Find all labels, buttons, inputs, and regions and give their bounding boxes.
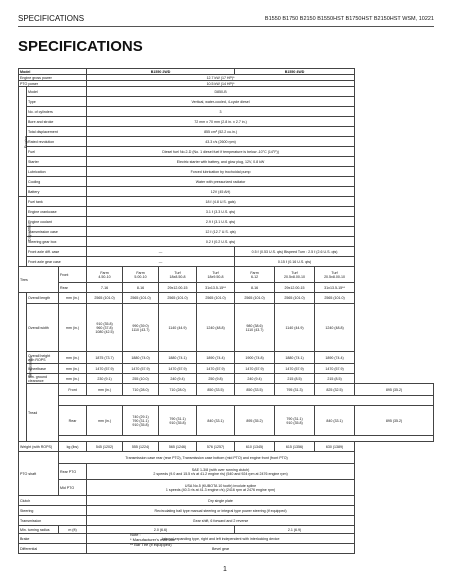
table-cell: Internal expanding type, right and left independent with interlocking device xyxy=(87,534,355,544)
table-cell: Overall height with ROPS xyxy=(27,352,59,364)
table-cell: Engine crankcase xyxy=(27,207,87,217)
table-cell: 1890 (74.4) xyxy=(315,352,355,364)
table-cell: Transmission case xyxy=(27,227,87,237)
table-cell: 2565 (101.0) xyxy=(123,293,159,304)
table-cell: Min. ground clearance xyxy=(27,374,59,384)
table-cell: 565 (1246) xyxy=(159,442,197,452)
table-cell: 1880 (74.1) xyxy=(159,352,197,364)
tire-rear: 8-16 xyxy=(235,283,275,293)
table-row xyxy=(19,374,434,384)
spec-table xyxy=(18,68,434,554)
table-cell: 545 (1202) xyxy=(87,442,123,452)
table-cell: 1240 (48.8) xyxy=(315,304,355,352)
table-row xyxy=(19,516,434,526)
table-cell: Brake xyxy=(19,534,87,544)
table-cell: 12.7 kW (17 HP)* xyxy=(87,75,355,81)
tire-front: Turf 18x9.50-8 xyxy=(197,267,235,283)
model-4wd: B1550 4WD xyxy=(235,69,355,75)
table-cell: 615 (1356) xyxy=(275,442,315,452)
table-cell: mm (in.) xyxy=(59,293,87,304)
table-cell: — xyxy=(87,247,235,257)
table-cell: 1470 (57.9) xyxy=(123,364,159,374)
table-cell: 1140 (44.9) xyxy=(275,304,315,352)
table-cell: Engine gross power xyxy=(19,75,87,81)
table-cell: 990 (39.0) 1110 (43.7) xyxy=(123,304,159,352)
table-cell: 1470 (57.9) xyxy=(275,364,315,374)
pto-shaft-label: PTO shaft xyxy=(19,452,59,496)
table-cell: Fuel xyxy=(27,147,87,157)
table-row xyxy=(19,177,434,187)
tire-front: Turf 18x8.50-8 xyxy=(159,267,197,283)
table-cell: Water with pressurized radiator xyxy=(87,177,355,187)
table-cell: 0.5 ℓ (0.53 U.S. qts) Bispeed Turn : 2.5 ℓ (2.6 U.S. qts) xyxy=(235,247,355,257)
table-cell: Recirculating ball type manual steering or integral type power steering (if equipped) xyxy=(87,506,355,516)
table-cell: 0.2 ℓ (0.2 U.S. qts) xyxy=(87,237,355,247)
table-cell: mm (in.) xyxy=(59,364,87,374)
table-cell: 2.9 ℓ (3.1 U.S. qts) xyxy=(87,217,355,227)
table-row xyxy=(19,506,434,516)
table-cell: 1875 (73.7) xyxy=(87,352,123,364)
table-cell: 710 (28.0) xyxy=(123,384,159,396)
table-cell: 250 (9.8) xyxy=(197,374,235,384)
table-cell: 855 cm³ (52.2 cu.in.) xyxy=(87,127,355,137)
page-title: SPECIFICATIONS xyxy=(18,38,143,55)
table-row xyxy=(19,167,434,177)
table-cell: 740 (29.1) 790 (31.1) 910 (35.8) xyxy=(123,406,159,436)
table-cell: Starter xyxy=(27,157,87,167)
table-cell: 1240 (48.8) xyxy=(197,304,235,352)
table-cell: Weight (with ROPS) xyxy=(19,442,59,452)
table-cell: kg (lbs) xyxy=(59,442,87,452)
table-cell: 2565 (101.0) xyxy=(87,293,123,304)
table-cell: Mid PTO xyxy=(59,480,87,496)
table-cell: 12 ℓ (12.7 U.S. qts) xyxy=(87,227,355,237)
page-header xyxy=(18,14,434,27)
table-cell: mm (in.) xyxy=(87,384,123,396)
tire-front: Farm 4.50-10 xyxy=(87,267,123,283)
table-cell: Overall length xyxy=(27,293,59,304)
table-cell: Electric starter with battery, and glow plug, 12V, 0.8 kW xyxy=(87,157,355,167)
table-row xyxy=(19,452,434,464)
table-row xyxy=(19,293,434,304)
table-row xyxy=(19,247,434,257)
table-row xyxy=(19,396,434,406)
table-row xyxy=(19,406,434,436)
table-cell: Front xyxy=(59,384,87,396)
table-row xyxy=(19,217,434,227)
tire-rear: 29x12.00-15 xyxy=(159,283,197,293)
table-cell: 576 (1257) xyxy=(197,442,235,452)
tire-front: Farm 5.00-10 xyxy=(123,267,159,283)
rear-label: Rear xyxy=(59,283,87,293)
group-label xyxy=(19,197,32,267)
table-cell: — xyxy=(87,257,235,267)
table-cell: 555 (1224) xyxy=(123,442,159,452)
table-cell: Bore and stroke xyxy=(27,117,87,127)
table-cell: 2565 (101.0) xyxy=(275,293,315,304)
table-cell: Dry single plate xyxy=(87,496,355,506)
table-cell: D850-B xyxy=(87,87,355,97)
table-cell: Forced lubrication by trochoidal pump xyxy=(87,167,355,177)
table-cell: Rear xyxy=(59,406,87,436)
table-cell: 980 (38.6) 1110 (43.7) xyxy=(235,304,275,352)
table-row xyxy=(19,544,434,554)
table-row xyxy=(19,207,434,217)
table-row xyxy=(19,147,434,157)
tire-front: Turf 20.5x8.00-10 xyxy=(275,267,315,283)
table-cell: mm (in.) xyxy=(59,352,87,364)
table-cell: 710 (28.0) xyxy=(159,384,197,396)
table-cell: 1880 (74.0) xyxy=(123,352,159,364)
group-label-text: Capacities xyxy=(26,222,32,241)
note-line: * Manufacturer's estimate xyxy=(130,537,176,542)
table-cell: USA No.5 (KUBOTA 10 tooth) involute spline 1 speeds (40.3 r/s at 41.3 engine r/s) (2416 rpm at 2476 engine rpm) xyxy=(87,480,355,496)
table-cell: 255 (10.0) xyxy=(123,374,159,384)
table-cell: 1470 (57.9) xyxy=(87,364,123,374)
table-cell: 10.5 kW (14 HP)* xyxy=(87,81,355,87)
table-cell: Battery xyxy=(27,187,87,197)
table-cell: Rated revolution xyxy=(27,137,87,147)
table-cell: 1880 (74.1) xyxy=(275,352,315,364)
tire-rear: 31x13.5-15** xyxy=(315,283,355,293)
table-cell: 850 (33.5) xyxy=(235,384,275,396)
table-cell: 18 ℓ (4.8 U.S. gals) xyxy=(87,197,355,207)
table-row xyxy=(19,364,434,374)
page-number: 1 xyxy=(223,566,227,573)
table-cell: Transmission xyxy=(19,516,87,526)
table-cell: Cooling xyxy=(27,177,87,187)
table-cell: 1900 (74.8) xyxy=(235,352,275,364)
table-cell: Bevel gear xyxy=(87,544,355,554)
table-row xyxy=(19,257,434,267)
table-cell: mm (in.) xyxy=(59,374,87,384)
table-row xyxy=(19,352,434,364)
table-cell: Vertical, water-cooled, 4-cycle diesel xyxy=(87,97,355,107)
table-cell: 2565 (101.0) xyxy=(235,293,275,304)
table-row xyxy=(19,97,434,107)
table-cell: 1470 (57.9) xyxy=(235,364,275,374)
table-cell: Clutch xyxy=(19,496,87,506)
table-row xyxy=(19,384,434,396)
table-row xyxy=(19,464,434,480)
table-cell: 1140 (44.9) xyxy=(159,304,197,352)
tread-label: Tread xyxy=(27,384,59,442)
notes xyxy=(130,532,175,547)
table-cell: 12V (45 AH) xyxy=(87,187,355,197)
table-cell: 2.1 (6.9) xyxy=(235,526,355,534)
table-row xyxy=(19,283,434,293)
table-cell: Engine coolant xyxy=(27,217,87,227)
table-row xyxy=(19,137,434,147)
table-cell: 630 (1389) xyxy=(315,442,355,452)
table-cell: Front axle gear case xyxy=(27,257,87,267)
table-cell: 850 (33.5) xyxy=(197,384,235,396)
table-cell xyxy=(59,396,434,406)
table-cell: 1890 (74.4) xyxy=(197,352,235,364)
table-row xyxy=(19,127,434,137)
table-cell: 2565 (101.0) xyxy=(197,293,235,304)
table-cell: PTO power xyxy=(19,81,87,87)
table-cell: Overall width xyxy=(27,304,59,352)
note-line: ** Bar Tire (if equipped) xyxy=(130,542,172,547)
table-cell: 895 (35.2) xyxy=(355,406,434,436)
group-label xyxy=(19,87,27,197)
table-row xyxy=(19,157,434,167)
table-row xyxy=(19,187,434,197)
table-cell: 3.1 ℓ (3.3 U.S. qts) xyxy=(87,207,355,217)
header-right: B1550 B1750 B2150 B1550HST B1750HST B2150HST WSM, 10221 xyxy=(264,16,434,22)
table-cell: Steering xyxy=(19,506,87,516)
table-cell: 2.0 (6.6) xyxy=(87,526,235,534)
table-row xyxy=(19,107,434,117)
table-cell: 895 (35.2) xyxy=(355,384,434,396)
table-cell: SAE 1-3/8 (with over running clutch) 2 speeds (9.0 and 15.5 r/s at 41.2 engine r/s) (540 and 924 rpm at 2476 engine rpm) xyxy=(87,464,355,480)
table-cell: Min. turning radius xyxy=(19,526,59,534)
table-cell: Type xyxy=(27,97,87,107)
table-cell: 215 (8.5) xyxy=(275,374,315,384)
table-cell: 840 (33.1) xyxy=(315,406,355,436)
tire-front: Turf 20.5x8.00-10 xyxy=(315,267,355,283)
table-cell: Diesel fuel No.2-D (No. 1 diesel fuel if temperature is below -10°C (14°F)) xyxy=(87,147,355,157)
table-row xyxy=(19,267,434,283)
table-cell: Steering gear box xyxy=(27,237,87,247)
table-cell: 2565 (101.0) xyxy=(315,293,355,304)
table-cell: 43.3 r/s (2600 rpm) xyxy=(87,137,355,147)
table-cell: 910 (35.8) 960 (37.8) 1080 (42.5) xyxy=(87,304,123,352)
table-cell: 0.15 ℓ (0.16 U.S. qts) xyxy=(235,257,355,267)
table-cell: 230 (9.1) xyxy=(87,374,123,384)
table-cell: 825 (32.5) xyxy=(315,384,355,396)
note-label: Note : xyxy=(130,532,141,537)
table-cell: No. of cylinders xyxy=(27,107,87,117)
table-cell: 840 (33.1) xyxy=(197,406,235,436)
table-row xyxy=(19,227,434,237)
tire-rear: 29x12.00-15 xyxy=(275,283,315,293)
table-cell: Fuel tank xyxy=(27,197,87,207)
front-label: Front xyxy=(59,267,87,283)
table-cell: Model xyxy=(27,87,87,97)
table-row xyxy=(19,87,434,97)
table-cell: 72 mm x 70 mm (2.8 in. x 2.7 in.) xyxy=(87,117,355,127)
table-cell: 240 (9.4) xyxy=(159,374,197,384)
model-2wd: B1550 2WD xyxy=(87,69,235,75)
table-row xyxy=(19,237,434,247)
table-cell: 790 (31.1) 910 (35.8) xyxy=(159,406,197,436)
table-cell: 1470 (57.9) xyxy=(197,364,235,374)
tire-rear: 31x13.5-15** xyxy=(197,283,235,293)
table-cell: 215 (8.5) xyxy=(315,374,355,384)
table-cell: 2565 (101.0) xyxy=(159,293,197,304)
table-cell: Rear PTO xyxy=(59,464,87,480)
table-row xyxy=(19,496,434,506)
table-cell: Gear shift, 6 forward and 2 reverse xyxy=(87,516,355,526)
table-cell: Total displacement xyxy=(27,127,87,137)
table-cell: 895 (35.2) xyxy=(235,406,275,436)
tires-label: Tires xyxy=(19,267,59,293)
table-cell: 795 (31.3) xyxy=(275,384,315,396)
tire-front: Farm 6-12 xyxy=(235,267,275,283)
table-cell: 240 (9.4) xyxy=(235,374,275,384)
table-row xyxy=(19,526,434,534)
table-row xyxy=(19,480,434,496)
table-row xyxy=(19,534,434,544)
tire-rear: 8-16 xyxy=(123,283,159,293)
header-left: SPECIFICATIONS xyxy=(18,14,85,23)
table-cell: 1470 (57.9) xyxy=(159,364,197,374)
table-cell: 610 (1345) xyxy=(235,442,275,452)
table-cell: Transmission case rear (rear PTO), Transmission case bottom (mid PTO) and engine front (front PTO) xyxy=(59,452,355,464)
table-cell: m (ft) xyxy=(59,526,87,534)
model-label: Model xyxy=(19,69,87,75)
table-row xyxy=(19,197,434,207)
table-row xyxy=(19,117,434,127)
table-row xyxy=(19,304,434,352)
table-cell: 1470 (57.9) xyxy=(315,364,355,374)
table-cell: Wheelbase xyxy=(27,364,59,374)
table-row xyxy=(19,442,434,452)
table-cell: mm (in.) xyxy=(87,406,123,436)
table-cell: 3 xyxy=(87,107,355,117)
table-cell: mm (in.) xyxy=(59,304,87,352)
group-label-text: Engine xyxy=(23,135,29,148)
tire-rear: 7-16 xyxy=(87,283,123,293)
table-cell: 790 (31.1) 910 (35.8) xyxy=(275,406,315,436)
table-cell: Differential xyxy=(19,544,87,554)
group-label-text: Dimensions xyxy=(27,356,33,378)
table-cell: Lubrication xyxy=(27,167,87,177)
table-cell: Front axle diff. case xyxy=(27,247,87,257)
